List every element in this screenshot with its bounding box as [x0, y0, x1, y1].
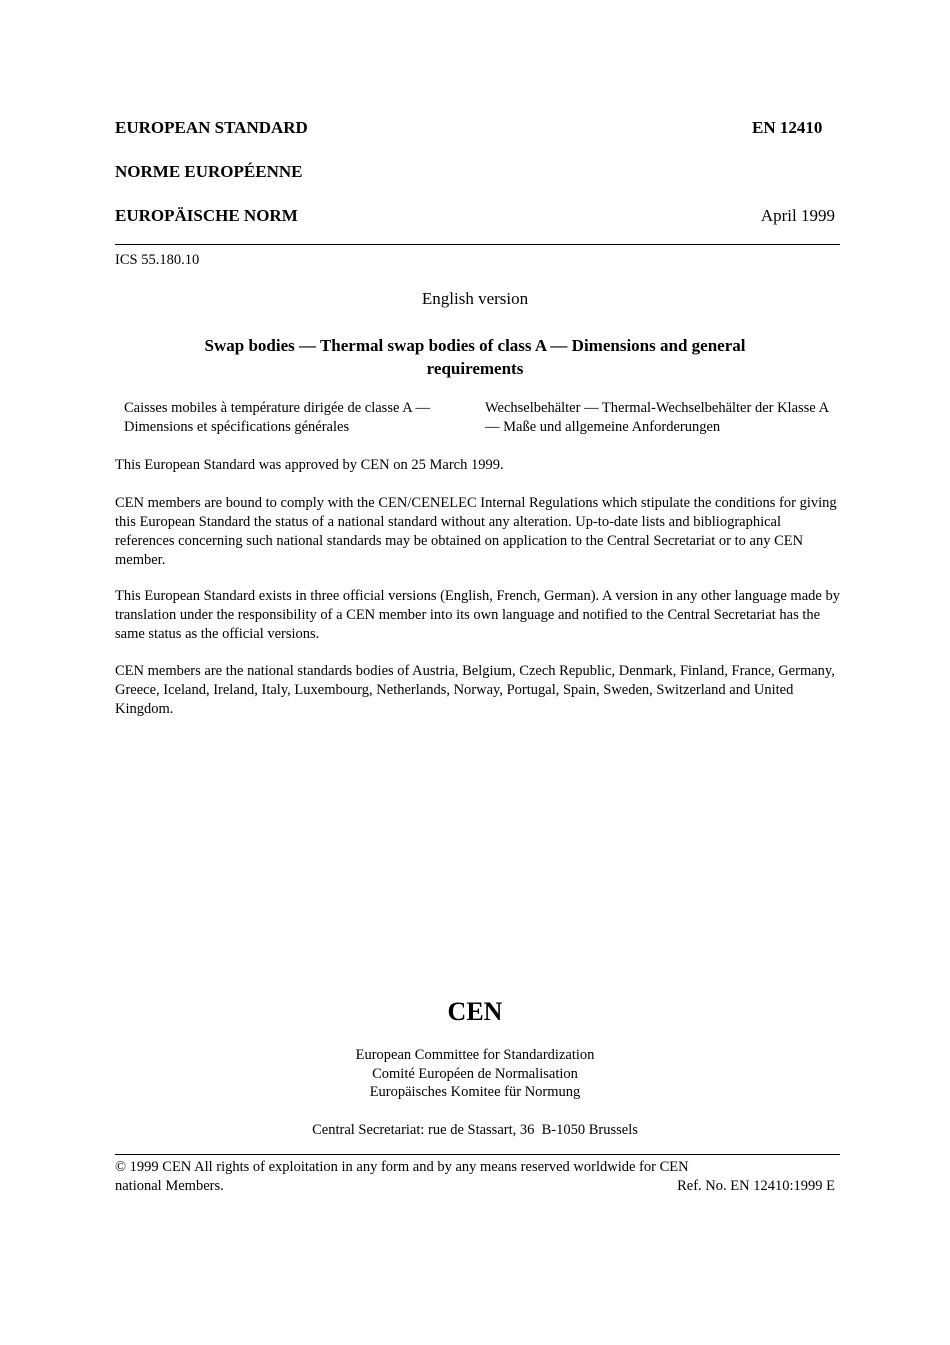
version-label: English version: [421, 289, 529, 308]
header-divider: [115, 244, 840, 245]
standard-number: EN 12410: [752, 118, 823, 137]
organization-name-fr: Comité Européen de Normalisation: [372, 1066, 578, 1082]
secretariat-address: Central Secretariat: rue de Stassart, 36 B-1050 Brussels: [312, 1122, 638, 1138]
organization-name-de: Europäisches Komitee für Normung: [369, 1084, 581, 1100]
organization-logo-text: CEN: [447, 997, 503, 1026]
reference-number: Ref. No. EN 12410:1999 E: [677, 1178, 835, 1194]
organization-name-en: European Committee for Standardization: [355, 1047, 595, 1063]
document-title: Swap bodies — Thermal swap bodies of class A — Dimensions and general requirements: [204, 336, 746, 378]
compliance-paragraph: CEN members are bound to comply with the CEN/CENELEC Internal Regulations which stipulate the conditions for giving this European Standard the status of a national standard without any alteration. Up-to-date lists and bibliographical references concerning such national standards may be obtained on application to the Central Secretariat or to any CEN member.: [115, 495, 837, 568]
standard-title-en: EUROPEAN STANDARD: [115, 118, 308, 137]
standard-title-de: EUROPÄISCHE NORM: [115, 206, 298, 225]
approval-paragraph: This European Standard was approved by CEN on 25 March 1999.: [115, 457, 504, 473]
copyright-notice: © 1999 CEN All rights of exploitation in any form and by any means reserved worldwide for CEN national Members.: [115, 1159, 689, 1194]
footer-divider: [115, 1154, 840, 1155]
members-paragraph: CEN members are the national standards bodies of Austria, Belgium, Czech Republic, Denmark, Finland, France, Germany, Greece, Iceland, Ireland, Italy, Luxembourg, Netherlands, Norway, Portugal, Spain, Sweden, Switzerland and United Kingdom.: [115, 663, 835, 717]
title-german: Wechselbehälter — Thermal-Wechselbehälter der Klasse A — Maße und allgemeine Anforderungen: [485, 400, 829, 435]
publication-date: April 1999: [760, 206, 835, 225]
versions-paragraph: This European Standard exists in three official versions (English, French, German). A version in any other language made by translation under the responsibility of a CEN member into its own language and notified to the Central Secretariat has the same status as the official versions.: [115, 588, 840, 642]
title-french: Caisses mobiles à température dirigée de classe A — Dimensions et spécifications générales: [124, 400, 431, 435]
standard-title-fr: NORME EUROPÉENNE: [115, 162, 303, 181]
ics-code: ICS 55.180.10: [115, 252, 200, 268]
